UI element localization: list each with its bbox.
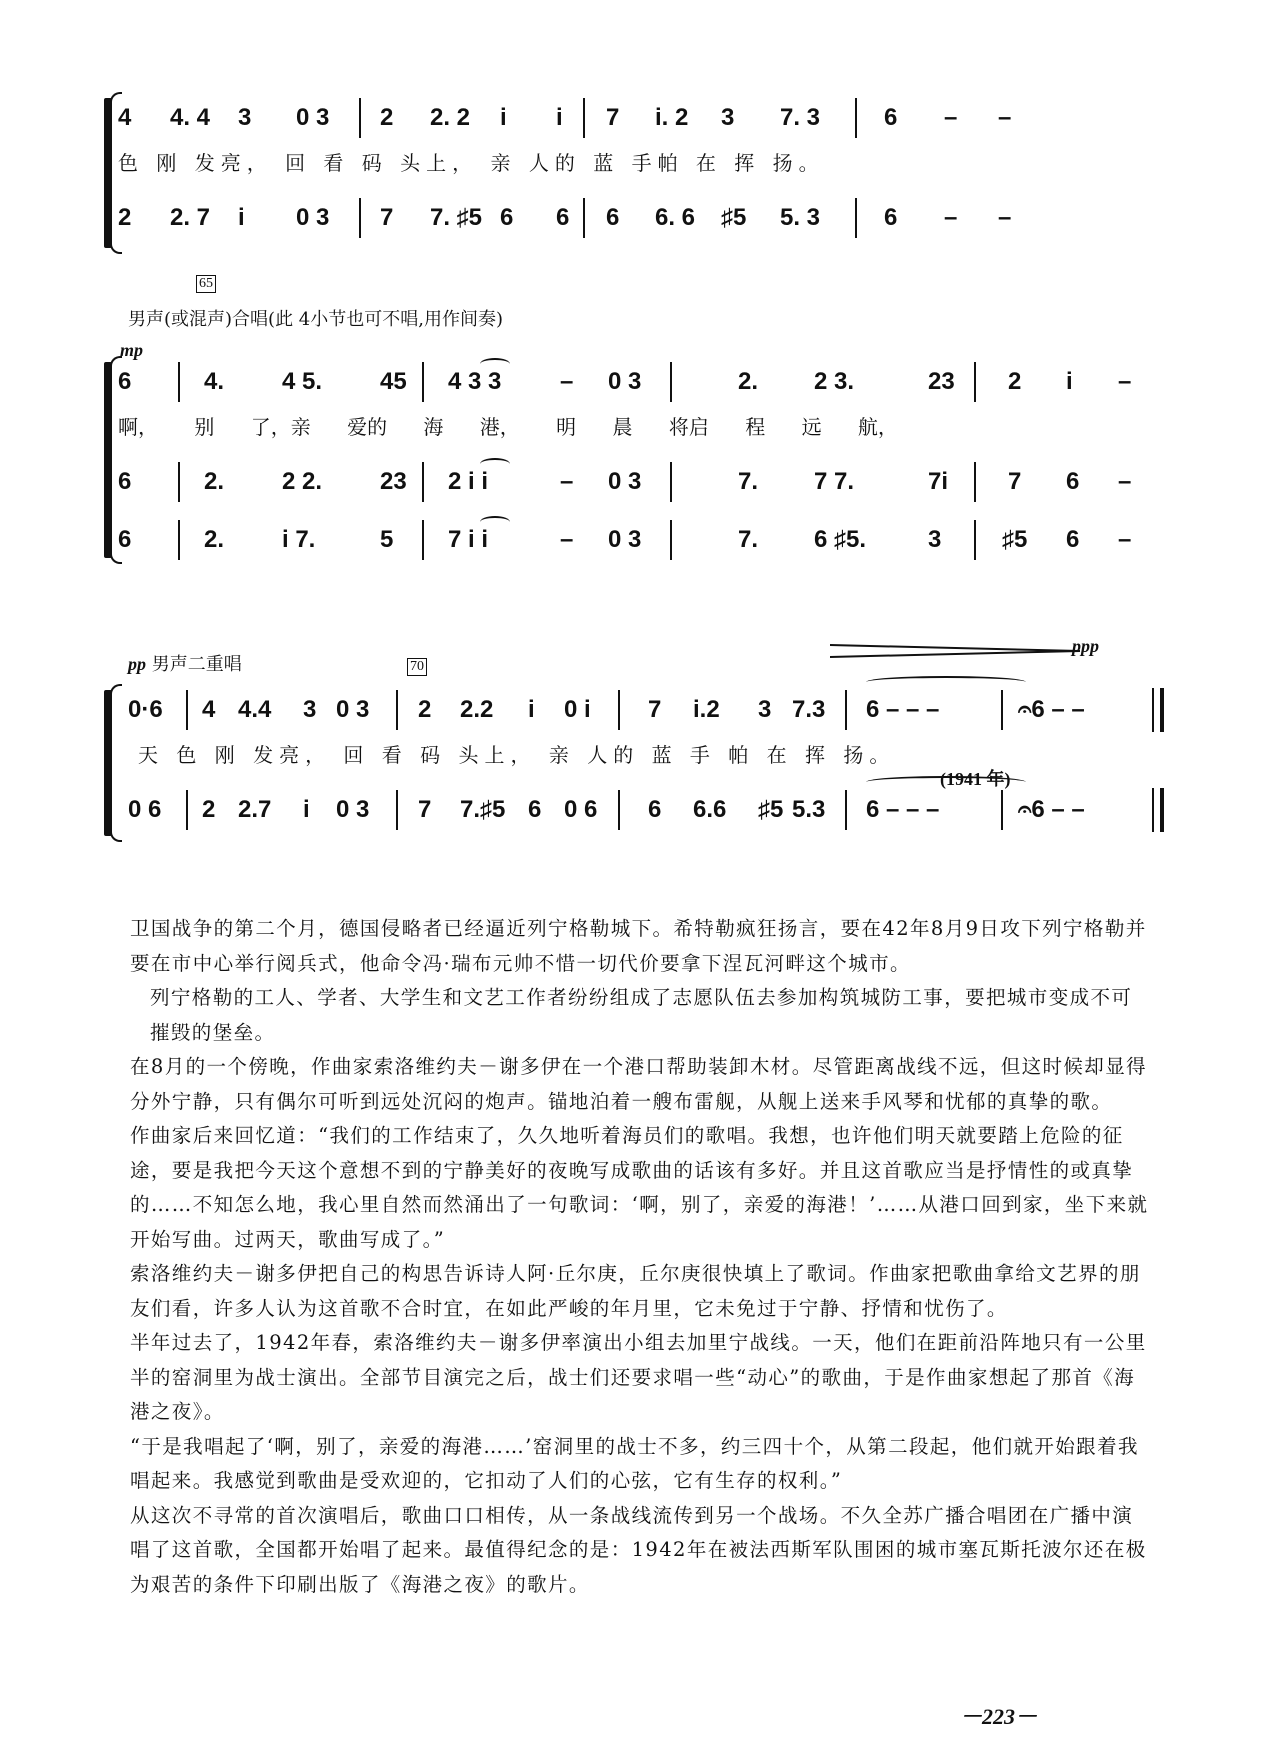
note: 0 3: [608, 526, 642, 553]
note: 6: [884, 104, 898, 131]
barline: [186, 790, 188, 830]
dynamic-marking: mp: [120, 340, 144, 360]
note: 2. 2: [430, 104, 471, 131]
paragraph: 索洛维约夫－谢多伊把自己的构思告诉诗人阿·丘尔庚，丘尔庚很快填上了歌词。作曲家把歌曲拿给文艺界的朋友们看，许多人认为这首歌不合时宜，在如此严峻的年月里，它未免过于宁静、抒情和忧伤了。: [130, 1262, 1141, 1320]
note: 6: [1066, 526, 1080, 553]
barline: [178, 520, 180, 560]
note: 7: [1008, 468, 1022, 495]
note: 0 3: [608, 468, 642, 495]
note: 6 – – –: [866, 796, 940, 823]
note: 7 7.: [814, 468, 855, 495]
note: 7: [380, 204, 394, 231]
note: i: [528, 696, 535, 723]
note: –: [998, 204, 1012, 231]
note: 7i: [928, 468, 949, 495]
note: 4. 4: [170, 104, 211, 131]
note: 6: [500, 204, 514, 231]
paragraph: 从这次不寻常的首次演唱后，歌曲口口相传，从一条战线流传到另一个战场。不久全苏广播合唱团在广播中演唱了这首歌，全国都开始唱了起来。最值得纪念的是：1942年在被法西斯军队围困的城市塞瓦斯托波尔还在极为艰苦的条件下印刷出版了《海港之夜》的歌片。: [130, 1503, 1147, 1596]
barline: [1001, 690, 1003, 730]
system-bracket: [104, 362, 112, 558]
system-bracket: [104, 98, 112, 248]
note: 6.6: [693, 796, 727, 823]
paragraph: 作曲家后来回忆道：“我们的工作结束了，久久地听着海员们的歌唱。我想，也许他们明天就要踏上危险的征途，要是我把今天这个意想不到的宁静美好的夜晚写成歌曲的话该有多好。并且这首歌应当是抒情性的或真挚的……不知怎么地，我心里自然而然涌出了一句歌词：‘啊，别了，亲爱的海港！’……从港口回到家，坐下来就开始写曲。过两天，歌曲写成了。”: [130, 1124, 1149, 1251]
composition-year: (1941 年): [940, 769, 1011, 789]
note: 6. 6: [655, 204, 696, 231]
paragraph: “于是我唱起了‘啊，别了，亲爱的海港……’窑洞里的战士不多，约三四十个，从第二段起，他们就开始跟着我唱起来。我感觉到歌曲是受欢迎的，它扣动了人们的心弦，它有生存的权利。”: [130, 1434, 1139, 1492]
note: 3: [721, 104, 735, 131]
rehearsal-mark: 65: [196, 275, 216, 293]
note: 6 ♯5.: [814, 526, 867, 553]
note: 4 3 3: [448, 368, 502, 395]
note: –: [1118, 526, 1132, 553]
note: 6 – – –: [866, 696, 940, 723]
note: 0 3: [296, 104, 330, 131]
note: i: [1066, 368, 1073, 395]
note: 23: [380, 468, 407, 495]
note: 3: [758, 696, 772, 723]
note: –: [1118, 368, 1132, 395]
paragraph: 列宁格勒的工人、学者、大学生和文艺工作者纷纷组成了志愿队伍去参加构筑城防工事，要把城市变成不可摧毁的堡垒。: [150, 986, 1133, 1044]
note: 4.4: [238, 696, 272, 723]
note: 7.: [738, 468, 759, 495]
note: i 7.: [282, 526, 316, 553]
note: 6: [1066, 468, 1080, 495]
note: i: [238, 204, 245, 231]
paragraph: 半年过去了，1942年春，索洛维约夫－谢多伊率演出小组去加里宁战线。一天，他们在距前沿阵地只有一公里半的窑洞里为战士演出。全部节目演完之后，战士们还要求唱一些“动心”的歌曲，于是作曲家想起了那首《海港之夜》。: [130, 1331, 1147, 1423]
barline: [422, 462, 424, 502]
note: 4.: [204, 368, 225, 395]
barline: [855, 98, 857, 138]
note: i: [500, 104, 507, 131]
note: i: [556, 104, 563, 131]
note: 7.♯5: [460, 796, 506, 823]
barline: [670, 520, 672, 560]
note: 2 3.: [814, 368, 855, 395]
barline: [178, 362, 180, 402]
note: 23: [928, 368, 955, 395]
note: –: [1118, 468, 1132, 495]
note: 5: [380, 526, 394, 553]
note: 2: [418, 696, 432, 723]
note: 7. ♯5: [430, 204, 483, 231]
note: –: [944, 104, 958, 131]
note: 7.3: [792, 696, 826, 723]
note: 45: [380, 368, 407, 395]
note: 6: [118, 468, 132, 495]
note: –: [998, 104, 1012, 131]
note: i: [303, 796, 310, 823]
barline: [974, 462, 976, 502]
barline: [1001, 790, 1003, 830]
note: 0·6: [128, 696, 163, 723]
barline: [422, 362, 424, 402]
barline: [670, 362, 672, 402]
dynamic-marking: pp: [128, 654, 146, 674]
note: 2.2: [460, 696, 494, 723]
page-number: －223－: [960, 1704, 1038, 1729]
note-with-fermata: 𝄐6 – –: [1018, 796, 1085, 823]
note: 2: [202, 796, 216, 823]
lyrics-line: 天 色 刚 发亮， 回 看 码 头上， 亲 人的 蓝 手 帕 在 挥 扬。: [138, 743, 896, 767]
note: 7 i i: [448, 526, 489, 553]
note: 3: [238, 104, 252, 131]
note: 3: [303, 696, 317, 723]
note: i.2: [693, 696, 720, 723]
note: 4: [202, 696, 216, 723]
note: 7: [418, 796, 432, 823]
note: 2.7: [238, 796, 272, 823]
note: 2: [380, 104, 394, 131]
barline: [396, 790, 398, 830]
barline: [845, 790, 847, 830]
note: ♯5: [1002, 526, 1028, 553]
barline: [974, 362, 976, 402]
note: 2 i i: [448, 468, 489, 495]
section-instruction: 男声(或混声)合唱(此 4小节也可不唱,用作间奏): [128, 309, 503, 330]
barline: [670, 462, 672, 502]
note: –: [944, 204, 958, 231]
paragraph: 在8月的一个傍晚，作曲家索洛维约夫－谢多伊在一个港口帮助装卸木材。尽管距离战线不远，但这时候却显得分外宁静，只有偶尔可听到远处沉闷的炮声。锚地泊着一艘布雷舰，从舰上送来手风琴和忧郁的真挚的歌。: [130, 1055, 1148, 1113]
note: 6: [118, 526, 132, 553]
note: 0 i: [564, 696, 591, 723]
note: 6: [118, 368, 132, 395]
note: 6: [556, 204, 570, 231]
final-barline: [1152, 688, 1164, 732]
note: 0 6: [564, 796, 598, 823]
note: ♯5: [758, 796, 784, 823]
barline: [583, 98, 585, 138]
system-bracket: [104, 690, 112, 836]
note: 5. 3: [780, 204, 821, 231]
barline: [186, 690, 188, 730]
barline: [422, 520, 424, 560]
note: 6: [606, 204, 620, 231]
note: 4 5.: [282, 368, 323, 395]
note: 2. 7: [170, 204, 211, 231]
section-instruction: [128, 650, 242, 676]
note: 7: [648, 696, 662, 723]
dynamic-marking: ppp: [1072, 636, 1099, 656]
note: 0 3: [336, 696, 370, 723]
barline: [178, 462, 180, 502]
note: 2: [118, 204, 132, 231]
paragraph: 卫国战争的第二个月，德国侵略者已经逼近列宁格勒城下。希特勒疯狂扬言，要在42年8月9日攻下列宁格勒并要在市中心举行阅兵式，他命令冯·瑞布元帅不惜一切代价要拿下涅瓦河畔这个城市。: [130, 917, 1147, 975]
barline: [618, 790, 620, 830]
note: 6: [648, 796, 662, 823]
instruction-text: 男声二重唱: [151, 654, 242, 675]
note: –: [560, 468, 574, 495]
final-barline: [1152, 788, 1164, 832]
barline: [359, 198, 361, 238]
barline: [974, 520, 976, 560]
note: 7. 3: [780, 104, 821, 131]
note: 5.3: [792, 796, 826, 823]
article-body: [130, 912, 1150, 1602]
note: 0 3: [336, 796, 370, 823]
note: 2 2.: [282, 468, 323, 495]
note: 3: [928, 526, 942, 553]
note: ♯5: [721, 204, 747, 231]
note: 6: [528, 796, 542, 823]
note: 2.: [738, 368, 759, 395]
barline: [855, 198, 857, 238]
barline: [396, 690, 398, 730]
barline: [618, 690, 620, 730]
barline: [359, 98, 361, 138]
note: –: [560, 368, 574, 395]
barline: [845, 690, 847, 730]
lyrics-line: 啊， 别 了，亲 爱的 海 港， 明 晨 将启 程 远 航，: [118, 415, 898, 439]
note: 0 3: [296, 204, 330, 231]
note: 7: [606, 104, 620, 131]
barline: [583, 198, 585, 238]
note: 2: [1008, 368, 1022, 395]
note-with-fermata: 𝄐6 – –: [1018, 696, 1085, 723]
score-system-1: [118, 98, 1158, 248]
note: –: [560, 526, 574, 553]
note: 2.: [204, 468, 225, 495]
decrescendo-hairpin: [830, 644, 1090, 658]
note: 2.: [204, 526, 225, 553]
note: 7.: [738, 526, 759, 553]
note: 4: [118, 104, 132, 131]
note: 0 3: [608, 368, 642, 395]
score-system-2: [118, 362, 1158, 562]
note: 0 6: [128, 796, 162, 823]
note: 6: [884, 204, 898, 231]
note: i. 2: [655, 104, 689, 131]
lyrics-line: 色 刚 发亮， 回 看 码 头上， 亲 人的 蓝 手帕 在 挥 扬。: [118, 151, 825, 175]
rehearsal-mark: 70: [407, 658, 427, 676]
